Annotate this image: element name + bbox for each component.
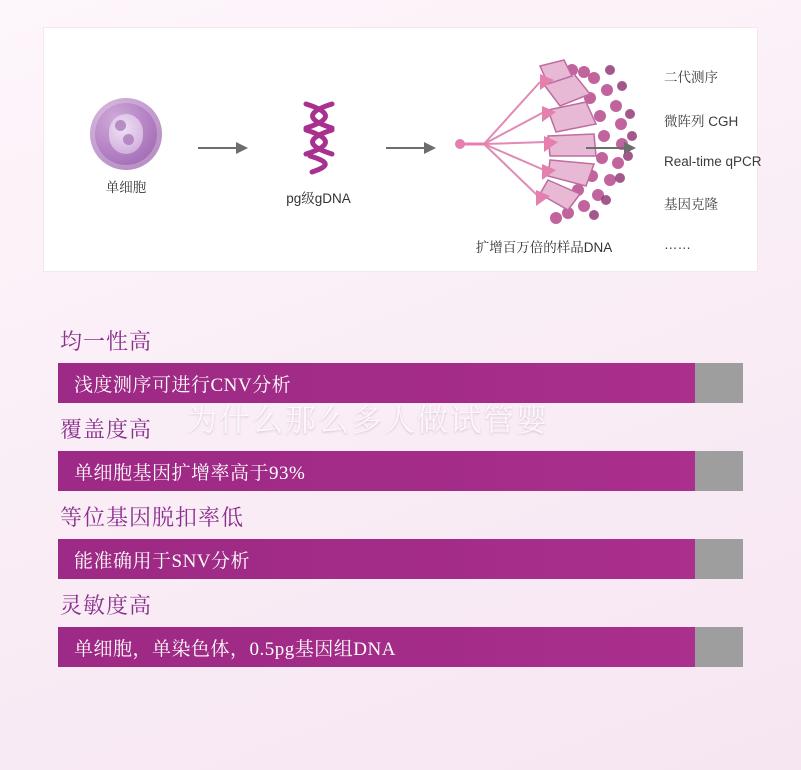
application-item: 微阵列 CGH xyxy=(664,114,739,129)
dna-helix-icon xyxy=(296,100,342,176)
workflow-stage-gdna xyxy=(256,100,381,207)
feature-bar xyxy=(58,539,743,579)
feature-bar-cap xyxy=(695,363,743,403)
arrow-right-icon-3 xyxy=(584,140,636,156)
feature-bar-cap xyxy=(695,627,743,667)
feature-title: 灵敏度高 xyxy=(60,593,153,618)
feature-text: 浅度测序可进行CNV分析 xyxy=(58,363,695,403)
applications-list xyxy=(664,66,801,276)
stage-label-single-cell: 单细胞 xyxy=(105,180,147,195)
workflow-panel xyxy=(44,28,762,271)
feature-bar-cap xyxy=(695,539,743,579)
feature-title: 均一性高 xyxy=(60,329,153,354)
single-cell-icon xyxy=(90,98,162,170)
feature-bar xyxy=(58,451,743,491)
feature-bar xyxy=(58,363,743,403)
application-item: 二代测序 xyxy=(664,70,718,85)
application-item: 基因克隆 xyxy=(664,197,718,212)
feature-block xyxy=(0,501,801,579)
application-item: Real-time qPCR xyxy=(664,154,762,169)
feature-list xyxy=(0,325,801,677)
watermark-text: 为什么那么多人做试管婴 xyxy=(186,403,549,438)
feature-text: 能准确用于SNV分析 xyxy=(58,539,695,579)
stage-label-amplified: 扩增百万倍的样品DNA xyxy=(475,240,613,255)
stage-label-gdna: pg级gDNA xyxy=(286,191,351,206)
feature-bar xyxy=(58,627,743,667)
feature-block xyxy=(0,413,801,491)
feature-block xyxy=(0,325,801,403)
feature-bar-cap xyxy=(695,451,743,491)
arrow-right-icon-1 xyxy=(196,140,248,156)
feature-title: 等位基因脱扣率低 xyxy=(60,505,245,530)
arrow-right-icon-2 xyxy=(384,140,436,156)
feature-text: 单细胞基因扩增率高于93% xyxy=(58,451,695,491)
feature-text: 单细胞，单染色体，0.5pg基因组DNA xyxy=(58,627,695,667)
application-item: …… xyxy=(664,237,691,252)
feature-title: 覆盖度高 xyxy=(60,417,153,442)
feature-block xyxy=(0,589,801,667)
workflow-stage-single-cell xyxy=(66,98,186,196)
